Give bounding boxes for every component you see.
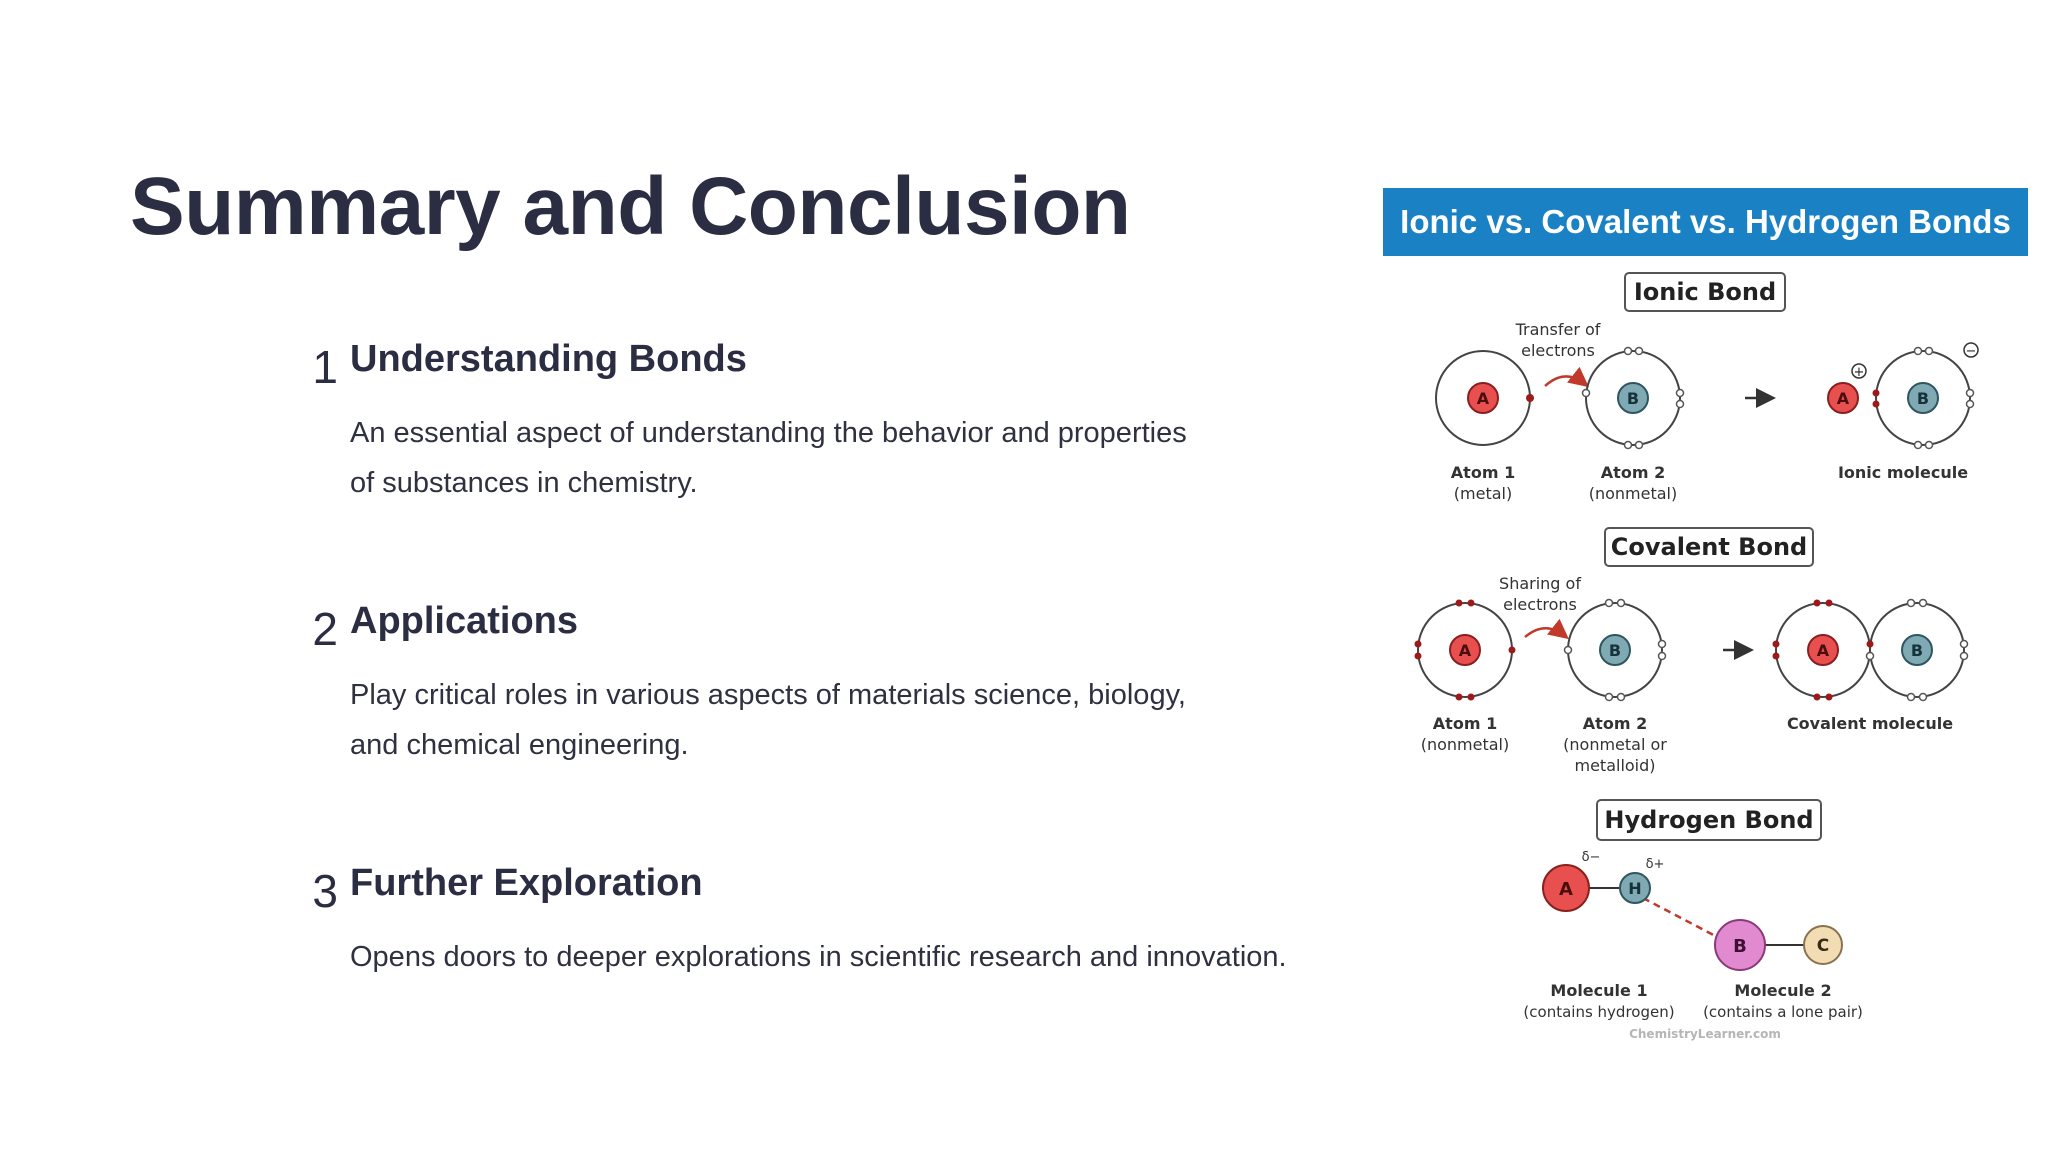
- item-body: [350, 408, 1330, 508]
- item-body: [350, 932, 1450, 982]
- atom-a-letter: A: [1476, 389, 1490, 408]
- item-number: 1: [312, 341, 338, 393]
- transfer-arrow: [1545, 376, 1585, 386]
- ionic-molecule-label: Ionic molecule: [1837, 463, 1969, 482]
- molecule2-name: Molecule 2: [1734, 981, 1832, 1000]
- diagram-banner-title: Ionic vs. Covalent vs. Hydrogen Bonds: [1400, 203, 2011, 240]
- atom-h-letter: H: [1628, 879, 1642, 898]
- atom1-type: (metal): [1453, 484, 1513, 503]
- ionic-transfer-text: Transfer of: [1515, 320, 1601, 339]
- atom-b-letter: B: [1910, 641, 1924, 660]
- atom1-name: Atom 1: [1450, 463, 1516, 482]
- atom1-type: (nonmetal): [1420, 735, 1510, 754]
- page-title: Summary and Conclusion: [130, 161, 1131, 252]
- covalent-sharing-text: Sharing of: [1499, 574, 1581, 593]
- atom-a-letter: A: [1458, 641, 1472, 660]
- atom-b-letter: B: [1916, 389, 1930, 408]
- delta-minus-label: δ−: [1581, 850, 1601, 865]
- watermark: ChemistryLearner.com: [1629, 1027, 1781, 1041]
- item-heading: Further Exploration: [350, 862, 703, 904]
- atom2-type: metalloid): [1574, 756, 1656, 775]
- atom2-name: Atom 2: [1582, 714, 1648, 733]
- atom-a-letter: A: [1836, 389, 1850, 408]
- hydrogen-bond-dashed-line: [1643, 898, 1723, 940]
- atom-a-letter: A: [1816, 641, 1830, 660]
- molecule2-desc: (contains a lone pair): [1703, 1003, 1863, 1021]
- molecule1-desc: (contains hydrogen): [1523, 1003, 1675, 1021]
- atom-b-letter: B: [1733, 936, 1747, 957]
- item-body-line: Opens doors to deeper explorations in scientific research and innovation.: [350, 941, 1287, 973]
- atom2-name: Atom 2: [1600, 463, 1666, 482]
- plus-charge-sign: +: [1853, 365, 1865, 380]
- atom1-name: Atom 1: [1432, 714, 1498, 733]
- covalent-molecule-label: Covalent molecule: [1786, 714, 1954, 733]
- atom-c-letter: C: [1816, 936, 1830, 956]
- covalent-sharing-text: electrons: [1503, 595, 1577, 614]
- item-body-line: of substances in chemistry.: [350, 467, 698, 499]
- item-body-line: Play critical roles in various aspects of materials science, biology,: [350, 679, 1186, 711]
- sharing-arrow: [1525, 628, 1565, 637]
- ionic-transfer-text: electrons: [1521, 341, 1595, 360]
- atom2-type: (nonmetal): [1588, 484, 1678, 503]
- atom-b-letter: B: [1608, 641, 1622, 660]
- hydrogen-label: Hydrogen Bond: [1604, 806, 1814, 834]
- item-heading: Applications: [350, 600, 579, 642]
- atom-b-letter: B: [1626, 389, 1640, 408]
- electron: [1526, 394, 1534, 402]
- item-body-line: and chemical engineering.: [350, 729, 689, 761]
- bonds-diagram-svg: [1383, 188, 2028, 1048]
- item-number: 2: [312, 603, 338, 655]
- item-body-line: An essential aspect of understanding the behavior and properties: [350, 417, 1187, 449]
- item-number: 3: [312, 865, 338, 917]
- bonds-diagram: [1383, 188, 2028, 1048]
- minus-charge-sign: −: [1965, 344, 1977, 359]
- ionic-label: Ionic Bond: [1633, 278, 1777, 306]
- covalent-label: Covalent Bond: [1610, 533, 1808, 561]
- item-heading: Understanding Bonds: [350, 338, 747, 380]
- atom2-type: (nonmetal or: [1563, 735, 1667, 754]
- delta-plus-label: δ+: [1645, 857, 1665, 872]
- atom-a-letter: A: [1559, 879, 1573, 900]
- molecule1-name: Molecule 1: [1550, 981, 1648, 1000]
- item-body: [350, 670, 1330, 770]
